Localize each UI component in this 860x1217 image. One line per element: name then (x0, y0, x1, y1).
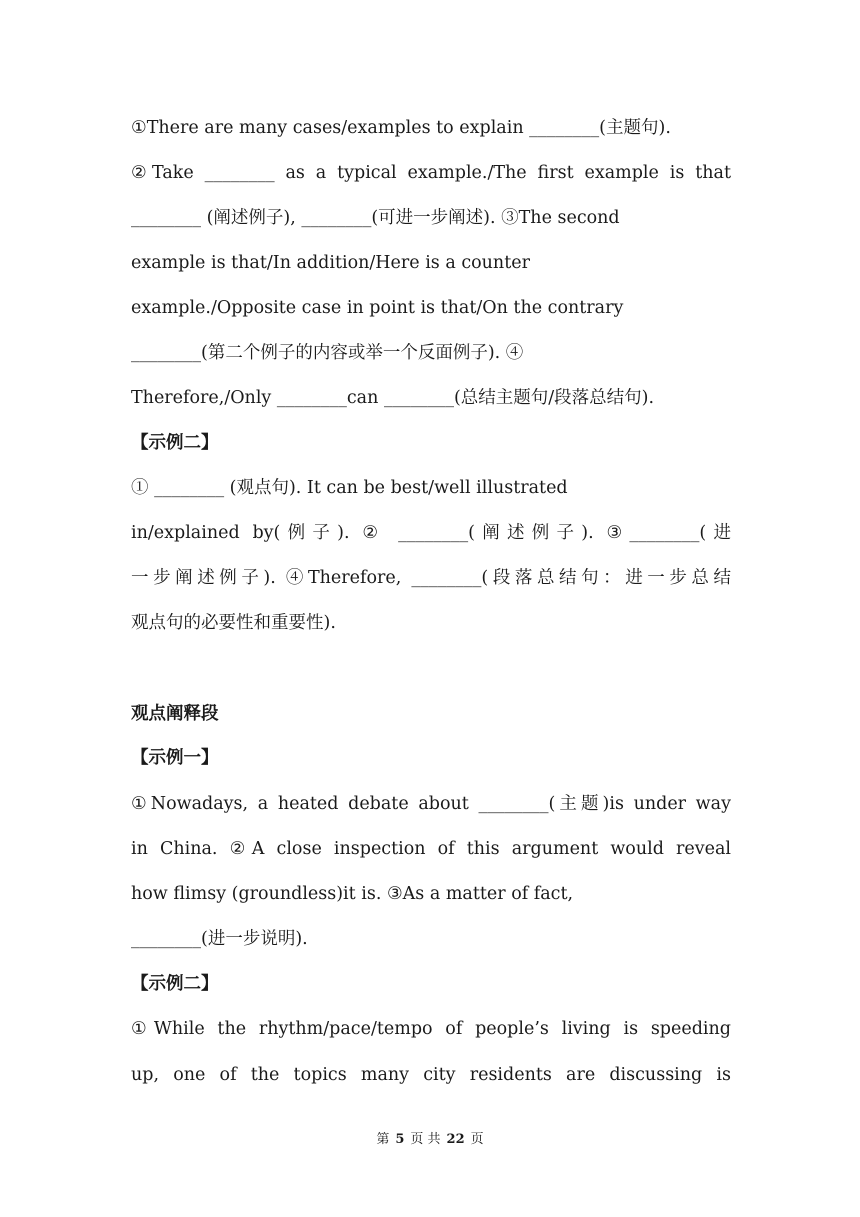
example-heading: 【示例一】 (131, 748, 219, 768)
text-line: Therefore,/Only ________can ________(总结主题句/段落总结句). (131, 388, 655, 408)
text-line: in China. ②A close inspection of this argument would reveal (131, 839, 731, 859)
text-line: up, one of the topics many city residents are discussing is (131, 1065, 731, 1085)
current-page-number: 5 (395, 1132, 405, 1147)
text-line: example./Opposite case in point is that/On the contrary (131, 298, 624, 318)
footer-prefix: 第 (376, 1132, 390, 1147)
footer-suffix: 页 (470, 1132, 484, 1147)
text-line: ________(第二个例子的内容或举一个反面例子). ④ (131, 343, 524, 363)
text-line: in/explained by(例子). ② ________(阐述例子). ③________(进 (131, 523, 731, 543)
page-footer (0, 1128, 860, 1147)
text-line: ① ________ (观点句). It can be best/well illustrated (131, 478, 568, 498)
text-line: ①While the rhythm/pace/tempo of people’s living is speeding (131, 1019, 731, 1039)
text-line: how flimsy (groundless)it is. ③As a matter of fact, (131, 884, 574, 904)
text-line: ②Take ________ as a typical example./The first example is that (131, 163, 731, 183)
text-line: 观点句的必要性和重要性). (131, 613, 336, 633)
text-line: ________(进一步说明). (131, 929, 308, 949)
total-page-count: 22 (446, 1132, 465, 1147)
text-line: example is that/In addition/Here is a counter (131, 253, 530, 273)
text-line: ①Nowadays, a heated debate about ________(主题)is under way (131, 794, 731, 814)
example-heading: 【示例二】 (131, 974, 219, 994)
text-line: 一步阐述例子). ④Therefore, ________(段落总结句：进一步总结 (131, 568, 731, 588)
footer-mid: 页 共 (410, 1132, 441, 1147)
section-title: 观点阐释段 (131, 704, 219, 724)
text-line: ________ (阐述例子), ________(可进一步阐述). ③The second (131, 208, 620, 228)
text-line: ①There are many cases/examples to explain ________(主题句). (131, 118, 671, 138)
example-heading: 【示例二】 (131, 433, 219, 453)
